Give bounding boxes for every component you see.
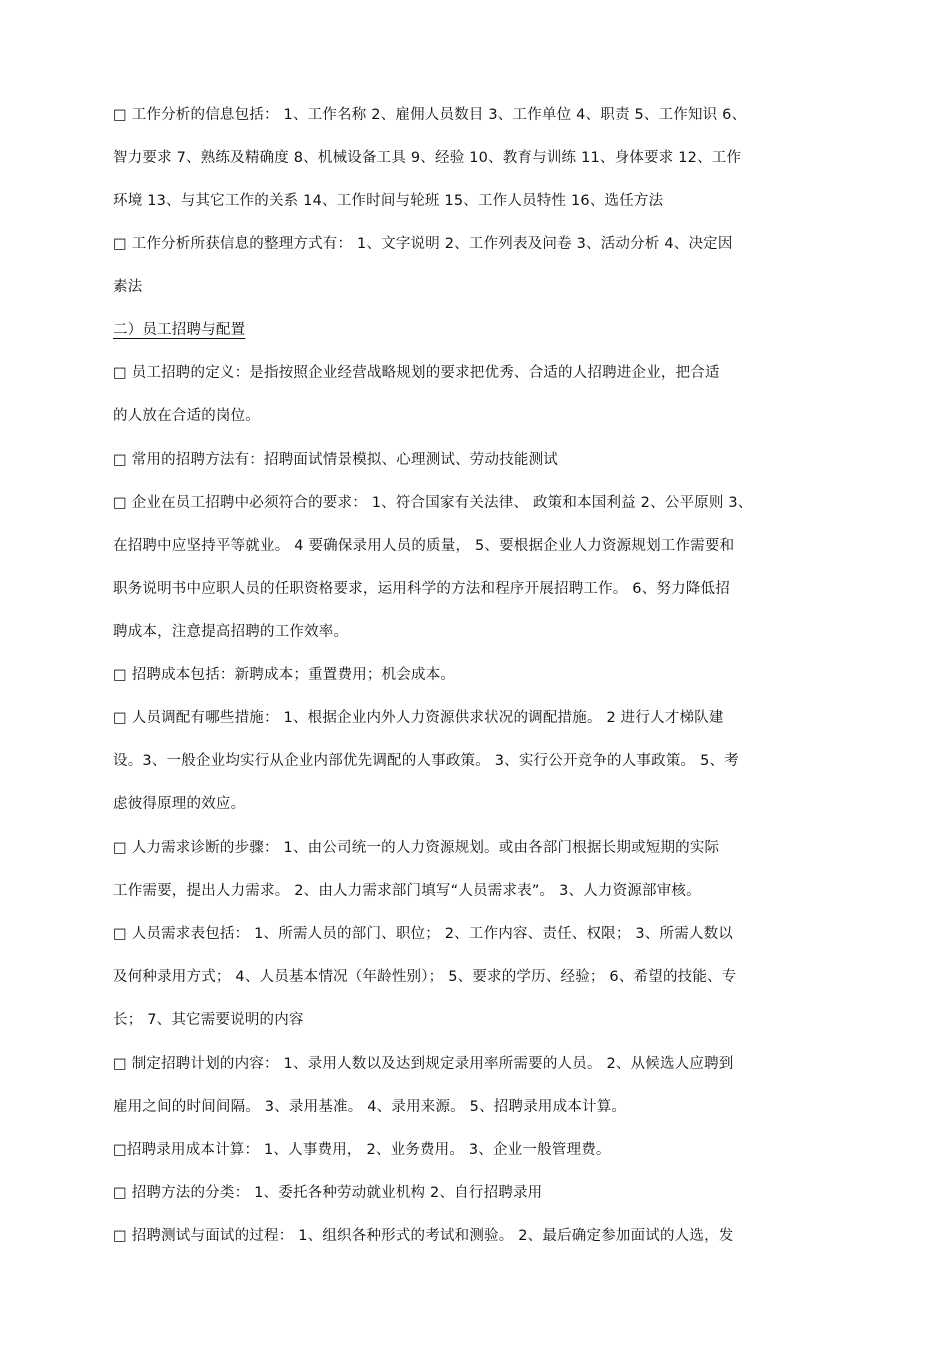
text-line: 智力要求 7、熟练及精确度 8、机械设备工具 9、经验 10、教育与训练 11、身体要求 12、工作 [113,150,742,166]
section-heading: 二）员工招聘与配置 [113,322,246,338]
text-line: □ 招聘成本包括：新聘成本；重置费用；机会成本。 [113,667,456,683]
text-line: 在招聘中应坚持平等就业。 4 要确保录用人员的质量， 5、要根据企业人力资源规划工作需要和 [113,538,735,554]
text-line: 设。3、一般企业均实行从企业内部优先调配的人事政策。 3、实行公开竞争的人事政策。 5、考 [113,753,739,769]
text-line: 工作需要，提出人力需求。 2、由人力需求部门填写“人员需求表”。 3、人力资源部审核。 [113,883,701,899]
text-line: 的人放在合适的岗位。 [113,408,260,424]
text-line: 环境 13、与其它工作的关系 14、工作时间与轮班 15、工作人员特性 16、选任方法 [113,193,664,209]
text-line: 雇用之间的时间间隔。 3、录用基准。 4、录用来源。 5、招聘录用成本计算。 [113,1099,627,1115]
text-line: 职务说明书中应职人员的任职资格要求，运用科学的方法和程序开展招聘工作。 6、努力降低招 [113,581,730,597]
text-line: □ 人员需求表包括： 1、所需人员的部门、职位； 2、工作内容、责任、权限； 3、所需人数以 [113,926,734,942]
text-line: □ 人员调配有哪些措施： 1、根据企业内外人力资源供求状况的调配措施。 2 进行人才梯队建 [113,710,724,726]
text-line: □招聘录用成本计算： 1、人事费用， 2、业务费用。 3、企业一般管理费。 [113,1142,611,1158]
text-line: □ 招聘方法的分类： 1、委托各种劳动就业机构 2、自行招聘录用 [113,1185,543,1201]
text-line: □ 工作分析的信息包括： 1、工作名称 2、雇佣人员数目 3、工作单位 4、职责 5、工作知识 6、 [113,107,747,123]
text-line: 及何种录用方式； 4、人员基本情况（年龄性别）； 5、要求的学历、经验； 6、希望的技能、专 [113,969,737,985]
text-line: □ 人力需求诊断的步骤： 1、由公司统一的人力资源规划。或由各部门根据长期或短期的实际 [113,840,720,856]
text-line: □ 员工招聘的定义：是指按照企业经营战略规划的要求把优秀、合适的人招聘进企业，把合适 [113,365,720,381]
text-line: □ 工作分析所获信息的整理方式有： 1、文字说明 2、工作列表及问卷 3、活动分析 4、决定因 [113,236,733,252]
text-line: □ 制定招聘计划的内容： 1、录用人数以及达到规定录用率所需要的人员。 2、从候选人应聘到 [113,1056,734,1072]
text-line: □ 企业在员工招聘中必须符合的要求： 1、符合国家有关法律、 政策和本国利益 2、公平原则 3、 [113,495,753,511]
text-line: 长； 7、其它需要说明的内容 [113,1012,304,1028]
text-line: □ 招聘测试与面试的过程： 1、组织各种形式的考试和测验。 2、最后确定参加面试的人选，发 [113,1228,734,1244]
text-line: 聘成本，注意提高招聘的工作效率。 [113,624,349,640]
text-line: 素法 [113,279,143,295]
text-line: □ 常用的招聘方法有：招聘面试情景模拟、心理测试、劳动技能测试 [113,452,559,468]
text-line: 虑彼得原理的效应。 [113,796,246,812]
